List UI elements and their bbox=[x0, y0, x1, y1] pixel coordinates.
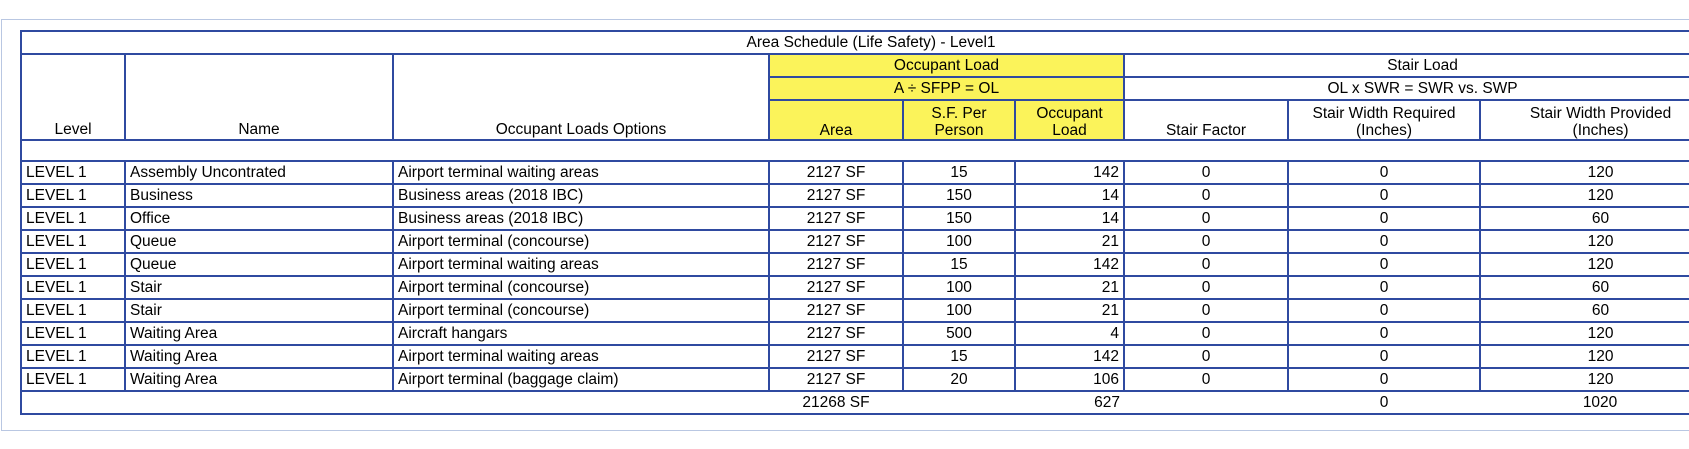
cell-level[interactable]: LEVEL 1 bbox=[21, 322, 125, 345]
cell-level[interactable]: LEVEL 1 bbox=[21, 161, 125, 184]
cell-option[interactable]: Airport terminal waiting areas bbox=[393, 161, 769, 184]
cell-swp[interactable]: 120 bbox=[1480, 184, 1689, 207]
cell-stair-factor[interactable]: 0 bbox=[1124, 161, 1288, 184]
cell-option[interactable]: Airport terminal (concourse) bbox=[393, 230, 769, 253]
cell-swp[interactable]: 120 bbox=[1480, 161, 1689, 184]
cell-occupant-load[interactable]: 14 bbox=[1015, 184, 1124, 207]
cell-name[interactable]: Stair bbox=[125, 299, 393, 322]
col-header-sf-per-person-line1: S.F. Per bbox=[931, 105, 987, 122]
cell-sfpp[interactable]: 500 bbox=[903, 322, 1015, 345]
cell-swr[interactable]: 0 bbox=[1288, 322, 1480, 345]
cell-stair-factor[interactable]: 0 bbox=[1124, 322, 1288, 345]
title-row bbox=[21, 31, 1689, 54]
cell-name[interactable]: Office bbox=[125, 207, 393, 230]
cell-swp[interactable]: 60 bbox=[1480, 207, 1689, 230]
cell-area[interactable]: 2127 SF bbox=[769, 207, 903, 230]
col-header-swp-line2: (Inches) bbox=[1572, 122, 1629, 139]
occupant-formula: A ÷ SFPP = OL bbox=[769, 77, 1124, 100]
cell-stair-factor[interactable]: 0 bbox=[1124, 368, 1288, 391]
cell-sfpp[interactable]: 150 bbox=[903, 207, 1015, 230]
spacer-cell bbox=[21, 140, 1689, 161]
cell-level[interactable]: LEVEL 1 bbox=[21, 253, 125, 276]
cell-name[interactable]: Waiting Area bbox=[125, 345, 393, 368]
table-row[interactable] bbox=[21, 276, 1689, 299]
cell-area[interactable]: 2127 SF bbox=[769, 253, 903, 276]
cell-level[interactable]: LEVEL 1 bbox=[21, 345, 125, 368]
cell-sfpp[interactable]: 150 bbox=[903, 184, 1015, 207]
cell-area[interactable]: 2127 SF bbox=[769, 345, 903, 368]
cell-level[interactable]: LEVEL 1 bbox=[21, 299, 125, 322]
cell-sfpp[interactable]: 15 bbox=[903, 161, 1015, 184]
cell-area[interactable]: 2127 SF bbox=[769, 322, 903, 345]
spacer-row bbox=[21, 140, 1689, 161]
cell-option[interactable]: Business areas (2018 IBC) bbox=[393, 207, 769, 230]
cell-sfpp[interactable]: 15 bbox=[903, 253, 1015, 276]
cell-sfpp[interactable]: 15 bbox=[903, 345, 1015, 368]
cell-swp[interactable]: 120 bbox=[1480, 253, 1689, 276]
col-header-sf-per-person bbox=[903, 100, 1015, 140]
table-row[interactable] bbox=[21, 299, 1689, 322]
cell-option[interactable]: Airport terminal (concourse) bbox=[393, 276, 769, 299]
cell-swp[interactable]: 120 bbox=[1480, 230, 1689, 253]
table-row[interactable] bbox=[21, 230, 1689, 253]
cell-swr[interactable]: 0 bbox=[1288, 184, 1480, 207]
table-row[interactable] bbox=[21, 345, 1689, 368]
cell-name[interactable]: Waiting Area bbox=[125, 322, 393, 345]
totals-row bbox=[21, 391, 1689, 414]
cell-swr[interactable]: 0 bbox=[1288, 207, 1480, 230]
cell-option[interactable]: Business areas (2018 IBC) bbox=[393, 184, 769, 207]
cell-name[interactable]: Stair bbox=[125, 276, 393, 299]
cell-swp[interactable]: 120 bbox=[1480, 368, 1689, 391]
cell-stair-factor[interactable]: 0 bbox=[1124, 345, 1288, 368]
cell-sfpp[interactable]: 100 bbox=[903, 276, 1015, 299]
table-row[interactable] bbox=[21, 368, 1689, 391]
cell-swr[interactable]: 0 bbox=[1288, 276, 1480, 299]
total-swr: 0 bbox=[1288, 391, 1480, 414]
cell-level[interactable]: LEVEL 1 bbox=[21, 276, 125, 299]
table-row[interactable] bbox=[21, 322, 1689, 345]
table-row[interactable] bbox=[21, 207, 1689, 230]
col-header-sf-per-person-line2: Person bbox=[934, 122, 984, 139]
col-header-swr-line1: Stair Width Required bbox=[1312, 105, 1456, 122]
total-swp: 1020 bbox=[1480, 391, 1689, 414]
cell-occupant-load[interactable]: 142 bbox=[1015, 253, 1124, 276]
col-header-occupant-load-line2: Load bbox=[1052, 122, 1087, 139]
cell-area[interactable]: 2127 SF bbox=[769, 161, 903, 184]
cell-option[interactable]: Airport terminal waiting areas bbox=[393, 253, 769, 276]
total-empty-stair-factor bbox=[1124, 391, 1288, 414]
cell-swr[interactable]: 0 bbox=[1288, 299, 1480, 322]
cell-swr[interactable]: 0 bbox=[1288, 230, 1480, 253]
cell-level[interactable]: LEVEL 1 bbox=[21, 230, 125, 253]
cell-swr[interactable]: 0 bbox=[1288, 345, 1480, 368]
table-row[interactable] bbox=[21, 161, 1689, 184]
cell-level[interactable]: LEVEL 1 bbox=[21, 207, 125, 230]
cell-area[interactable]: 2127 SF bbox=[769, 276, 903, 299]
total-area: 21268 SF bbox=[769, 391, 903, 414]
cell-occupant-load[interactable]: 14 bbox=[1015, 207, 1124, 230]
col-header-stair-factor: Stair Factor bbox=[1124, 100, 1288, 140]
col-header-name: Name bbox=[125, 54, 393, 140]
table-body bbox=[21, 31, 1689, 414]
total-empty-level bbox=[21, 391, 125, 414]
table-row[interactable] bbox=[21, 184, 1689, 207]
cell-name[interactable]: Queue bbox=[125, 230, 393, 253]
cell-occupant-load[interactable]: 21 bbox=[1015, 299, 1124, 322]
cell-swp[interactable]: 120 bbox=[1480, 345, 1689, 368]
col-header-level: Level bbox=[21, 54, 125, 140]
cell-area[interactable]: 2127 SF bbox=[769, 230, 903, 253]
col-header-options: Occupant Loads Options bbox=[393, 54, 769, 140]
total-empty-name bbox=[125, 391, 393, 414]
cell-occupant-load[interactable]: 142 bbox=[1015, 345, 1124, 368]
cell-swr[interactable]: 0 bbox=[1288, 253, 1480, 276]
col-header-stair-width-provided bbox=[1480, 100, 1689, 140]
cell-swp[interactable]: 60 bbox=[1480, 276, 1689, 299]
cell-name[interactable]: Business bbox=[125, 184, 393, 207]
area-schedule-table bbox=[20, 30, 1689, 415]
cell-area[interactable]: 2127 SF bbox=[769, 184, 903, 207]
cell-sfpp[interactable]: 100 bbox=[903, 230, 1015, 253]
cell-swp[interactable]: 60 bbox=[1480, 299, 1689, 322]
cell-sfpp[interactable]: 100 bbox=[903, 299, 1015, 322]
cell-occupant-load[interactable]: 142 bbox=[1015, 161, 1124, 184]
cell-option[interactable]: Aircraft hangars bbox=[393, 322, 769, 345]
group-header-occupant-load: Occupant Load bbox=[769, 54, 1124, 77]
cell-swr[interactable]: 0 bbox=[1288, 368, 1480, 391]
cell-area[interactable]: 2127 SF bbox=[769, 299, 903, 322]
cell-stair-factor[interactable]: 0 bbox=[1124, 207, 1288, 230]
col-header-occupant-load-line1: Occupant bbox=[1036, 105, 1103, 122]
cell-level[interactable]: LEVEL 1 bbox=[21, 184, 125, 207]
cell-stair-factor[interactable]: 0 bbox=[1124, 230, 1288, 253]
cell-name[interactable]: Waiting Area bbox=[125, 368, 393, 391]
total-occupant-load: 627 bbox=[1015, 391, 1124, 414]
cell-option[interactable]: Airport terminal waiting areas bbox=[393, 345, 769, 368]
cell-swp[interactable]: 120 bbox=[1480, 322, 1689, 345]
group-header-row bbox=[21, 54, 1689, 77]
stair-formula: OL x SWR = SWR vs. SWP bbox=[1124, 77, 1689, 100]
col-header-area: Area bbox=[769, 100, 903, 140]
cell-area[interactable]: 2127 SF bbox=[769, 368, 903, 391]
col-header-occupant-load bbox=[1015, 100, 1124, 140]
schedule-title: Area Schedule (Life Safety) - Level1 bbox=[21, 31, 1689, 54]
group-header-stair-load: Stair Load bbox=[1124, 54, 1689, 77]
col-header-swp-line1: Stair Width Provided bbox=[1529, 105, 1672, 122]
cell-stair-factor[interactable]: 0 bbox=[1124, 299, 1288, 322]
cell-name[interactable]: Queue bbox=[125, 253, 393, 276]
cell-option[interactable]: Airport terminal (baggage claim) bbox=[393, 368, 769, 391]
cell-swr[interactable]: 0 bbox=[1288, 161, 1480, 184]
cell-option[interactable]: Airport terminal (concourse) bbox=[393, 299, 769, 322]
total-empty-sfpp bbox=[903, 391, 1015, 414]
cell-sfpp[interactable]: 20 bbox=[903, 368, 1015, 391]
cell-occupant-load[interactable]: 4 bbox=[1015, 322, 1124, 345]
cell-stair-factor[interactable]: 0 bbox=[1124, 253, 1288, 276]
cell-occupant-load[interactable]: 21 bbox=[1015, 230, 1124, 253]
cell-level[interactable]: LEVEL 1 bbox=[21, 368, 125, 391]
cell-stair-factor[interactable]: 0 bbox=[1124, 184, 1288, 207]
table-row[interactable] bbox=[21, 253, 1689, 276]
total-empty-option bbox=[393, 391, 769, 414]
col-header-swr-line2: (Inches) bbox=[1356, 122, 1412, 139]
col-header-stair-width-required bbox=[1288, 100, 1480, 140]
cell-stair-factor[interactable]: 0 bbox=[1124, 276, 1288, 299]
cell-name[interactable]: Assembly Uncontrated bbox=[125, 161, 393, 184]
cell-occupant-load[interactable]: 106 bbox=[1015, 368, 1124, 391]
cell-occupant-load[interactable]: 21 bbox=[1015, 276, 1124, 299]
